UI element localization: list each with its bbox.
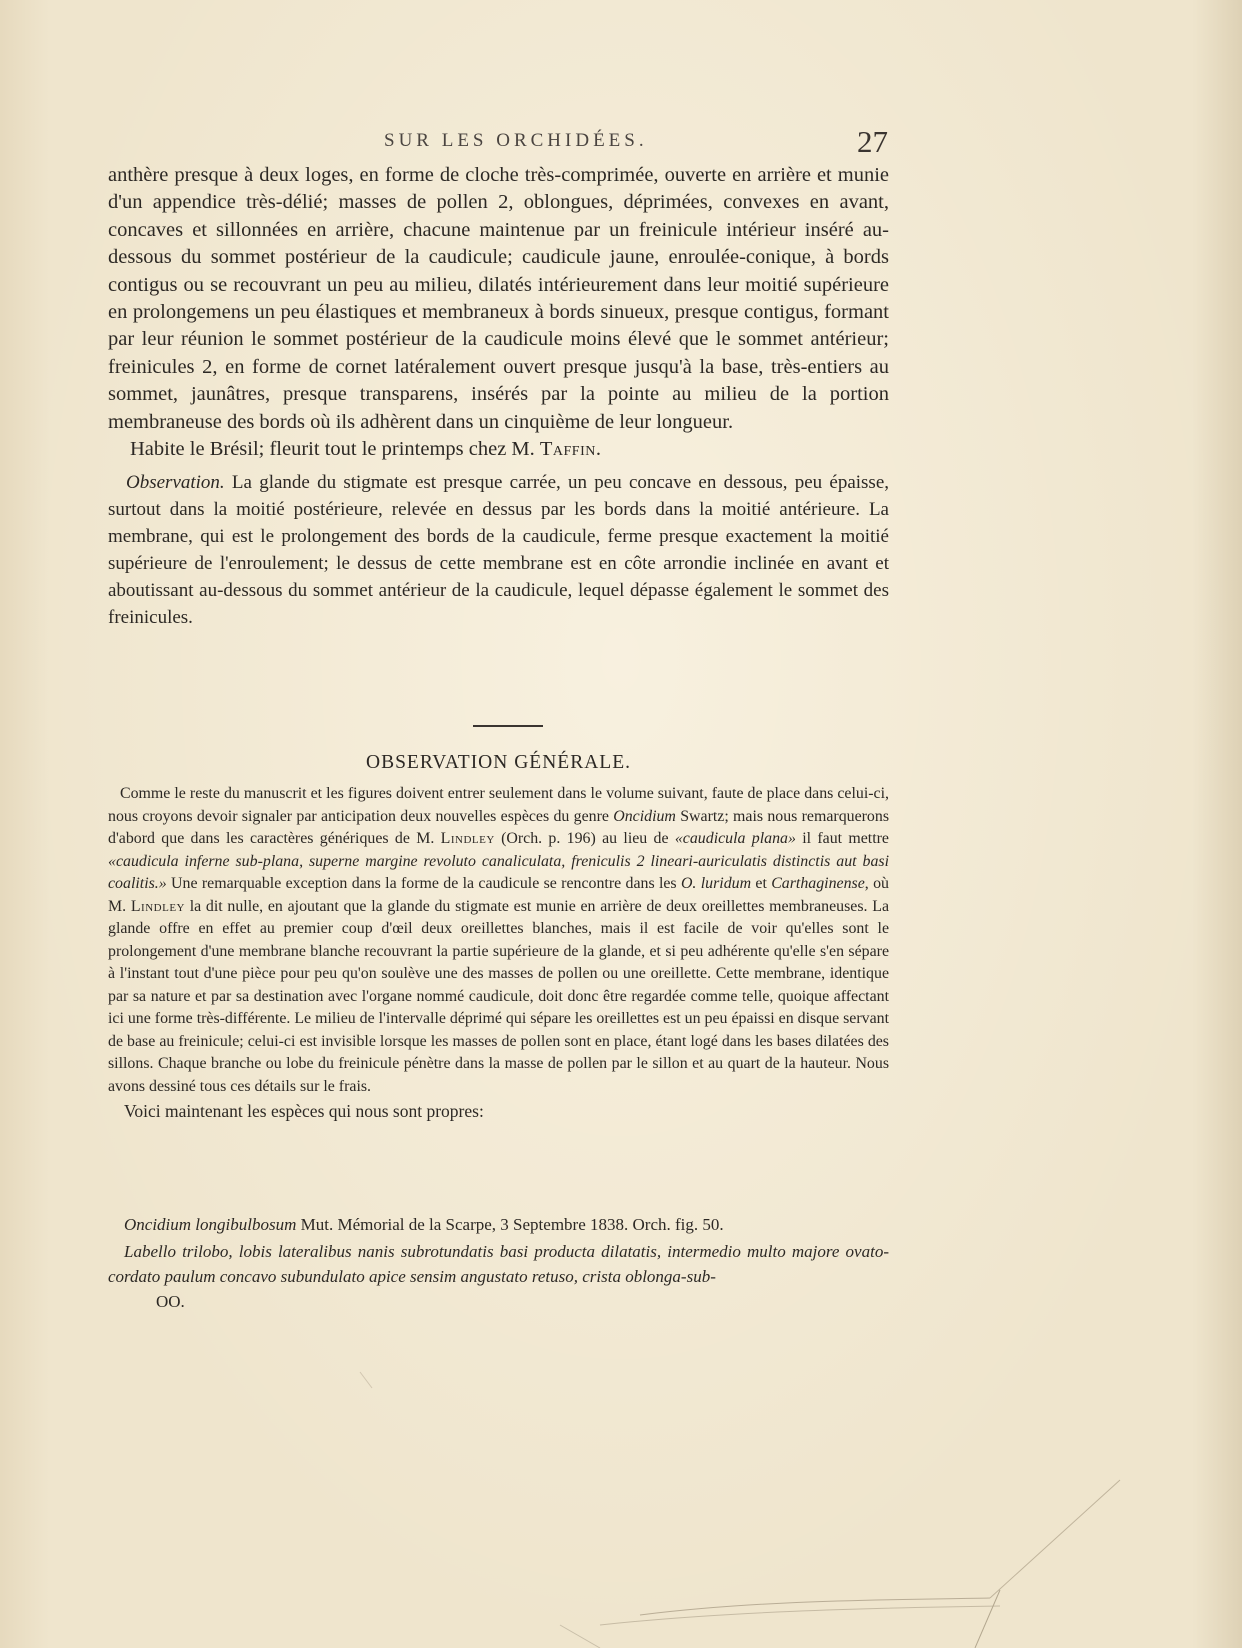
species-diagnosis: Labello trilobo, lobis lateralibus nanis subrotundatis basi producta dilatatis, intermedio multo majore ovato-cordato paulum concavo subundulato apice sensim angustato retuso, crista oblonga-sub- (108, 1242, 889, 1286)
text-run: la dit nulle, en ajoutant que la glande du stigmate est munie en arrière de deux oreillettes membraneuses. La glande offre en effet au premier coup d'œil deux oreillettes blanches, mais il est facile de voir qu'elles sont le prolongement d'une membrane blanche recouvrant la partie supérieure de la glande, et si peu adhérente qu'elle s'en sépare à l'instant tout d'une pièce pour peu qu'on soulève une des masses de pollen ou une oreillette. Cette membrane, identique par sa nature et par sa destination avec l'organe nommé caudicule, doit donc être regardée comme telle, quoique affectant ici une forme très-différente. Le milieu de l'intervalle déprimé qui sépare les oreillettes est un peu épaissi en disque servant de base au freinicule; celui-ci est invisible lorsque les masses de pollen sont en place, étant logé dans les bases dilatées des sillons. Chaque branche ou lobe du freinicule pénètre dans la masse de pollen par le sillon et au quart de la hauteur. Nous avons dessiné tous ces détails sur le frais. (108, 897, 889, 1095)
running-head (108, 124, 888, 164)
author-name: Lindley (440, 830, 495, 847)
species-diagnosis-tail: OO. (156, 1292, 185, 1311)
section-heading: OBSERVATION GÉNÉRALE. (366, 752, 631, 773)
text-run: Swartz; mais nous remarquerons d'abord que dans les caractères génériques de M. (108, 807, 890, 847)
general-paragraph (108, 783, 889, 1098)
text-run: il faut mettre (795, 830, 889, 847)
observation-text: La glande du stigmate est presque carrée, un peu concave en dessous, peu épaisse, surtout dans la moitié postérieure, relevée en dessus par les bords dans la moitié antérieure. La membrane, qui est le prolongement des bords de la caudicule, ferme presque exactement la moitié supérieure de l'enroulement; le dessus de cette membrane est en côte arrondie inclinée en avant et aboutissant au-dessous du sommet antérieur de la caudicule, lequel dépasse également le sommet des freinicules. (108, 472, 889, 629)
species-intro: Voici maintenant les espèces qui nous sont propres: (124, 1101, 484, 1121)
latin-quote: «caudicula plana» (674, 830, 796, 847)
general-observation-text (108, 783, 889, 1123)
page-number: 27 (857, 124, 888, 159)
species-entry (108, 1212, 889, 1314)
text-run: (Orch. p. 196) au lieu de (494, 830, 675, 847)
habitat-person: Taffin. (539, 438, 602, 461)
species-name: O. luridum (680, 875, 752, 892)
observation-label: Observation. (126, 472, 225, 494)
species-reference: Mut. Mémorial de la Scarpe, 3 Septembre 1838. Orch. fig. 50. (296, 1215, 724, 1234)
description-paragraph: anthère presque à deux loges, en forme de cloche très-comprimée, ouverte en arrière et munie d'un appendice très-délié; masses de pollen 2, oblongues, déprimées, convexes en avant, concaves et sillonnées en arrière, chacune maintenue par un freinicule intérieur inséré au-dessous du sommet postérieur de la caudicule; caudicule jaune, enroulée-conique, à bords contigus ou se recouvrant un peu au milieu, dilatés intérieurement dans leur moitié supérieure en prolongemens un peu élastiques et membraneux à bords sinueux, presque contigus, formant par leur réunion le sommet postérieur de la caudicule moins élevé que le sommet antérieur; freinicules 2, en forme de cornet latéralement ouvert presque jusqu'à la base, très-entiers au sommet, jaunâtres, presque transparens, insérés par la pointe au milieu de la portion membraneuse des bords où ils adhèrent dans un cinquième de leur longueur. (108, 164, 889, 433)
text-run: Une remarquable exception dans la forme de la caudicule se rencontre dans les (166, 875, 681, 892)
text-run: Comme le reste du manuscrit et les figures doivent entrer seulement dans le volume suivant, faute de place dans celui-ci, nous croyons devoir signaler par anticipation deux nouvelles espèces du genre (108, 785, 889, 825)
main-text (108, 162, 889, 631)
author-name: Lindley (130, 897, 185, 915)
observation-paragraph (108, 469, 889, 631)
text-run: , où M. (108, 875, 889, 915)
text-run: et (751, 875, 772, 892)
species-name: Oncidium longibulbosum (124, 1215, 297, 1234)
running-title: SUR LES ORCHIDÉES. (384, 130, 648, 151)
habitat-text: Habite le Brésil; fleurit tout le printemps chez M. (130, 438, 540, 461)
section-divider (473, 725, 543, 727)
latin-quote: «caudicula inferne sub-plana, superne margine revoluto canaliculata, freniculis 2 lineari-auriculatis distinctis aut basi coalitis.» (108, 852, 889, 892)
species-name: Carthaginense (771, 875, 865, 892)
species-heading (108, 1212, 889, 1237)
habitat-paragraph (108, 436, 889, 463)
genus-name: Oncidium (613, 807, 676, 825)
